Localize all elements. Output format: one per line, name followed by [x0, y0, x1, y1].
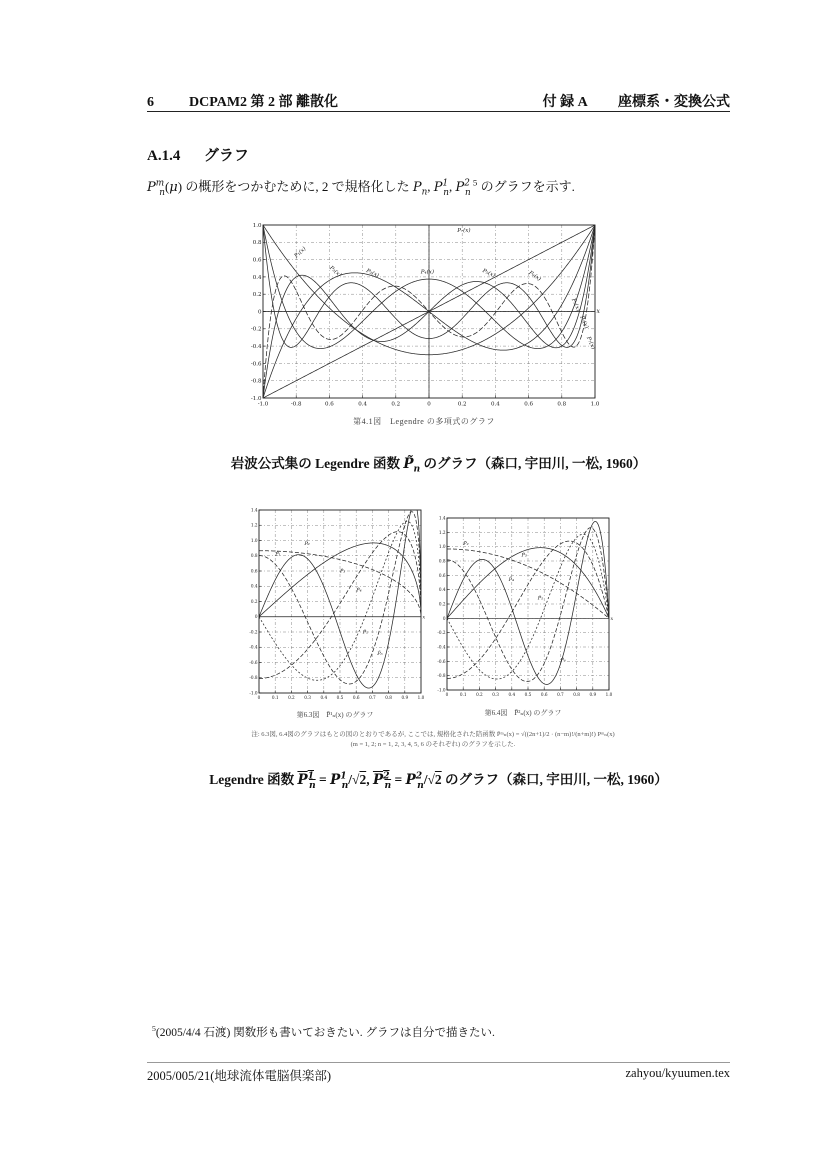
page-number: 6 [147, 95, 154, 110]
svg-text:1.0: 1.0 [250, 537, 258, 543]
svg-text:P̄₃: P̄₃ [521, 552, 527, 559]
svg-text:0.9: 0.9 [401, 695, 409, 701]
svg-text:0.3: 0.3 [492, 692, 499, 698]
svg-text:0.7: 0.7 [369, 695, 376, 701]
svg-text:-0.6: -0.6 [249, 659, 258, 665]
svg-text:0.1: 0.1 [271, 695, 279, 701]
svg-text:0: 0 [258, 309, 262, 316]
svg-text:P₇(x): P₇(x) [584, 335, 596, 351]
svg-text:0.3: 0.3 [304, 695, 311, 701]
svg-text:-0.6: -0.6 [437, 658, 446, 664]
svg-text:0.8: 0.8 [385, 695, 392, 701]
svg-text:P₅(x): P₅(x) [481, 268, 496, 280]
svg-text:-0.4: -0.4 [250, 344, 262, 351]
svg-text:0.2: 0.2 [438, 601, 446, 607]
svg-text:0.8: 0.8 [573, 692, 580, 698]
svg-text:0.8: 0.8 [557, 401, 567, 408]
svg-text:P̄₂: P̄₂ [463, 541, 469, 548]
svg-text:0: 0 [427, 401, 431, 408]
svg-text:-0.2: -0.2 [249, 629, 258, 635]
svg-text:-0.8: -0.8 [250, 378, 262, 385]
running-title-right: 座標系・変換公式 [618, 95, 730, 110]
svg-text:0.4: 0.4 [252, 274, 262, 281]
footnote: $^5$(2005/4/4 石渡) 関数形も書いておきたい. グラフは自分で描きたい. [152, 1024, 495, 1039]
svg-text:0.8: 0.8 [252, 240, 262, 247]
svg-text:x: x [610, 616, 614, 622]
svg-text:0.2: 0.2 [476, 692, 483, 698]
svg-text:0.6: 0.6 [325, 401, 334, 408]
svg-text:0.2: 0.2 [250, 598, 258, 604]
svg-text:P₄(x): P₄(x) [420, 269, 435, 276]
legendre-pn-chart [246, 222, 602, 412]
svg-text:0.4: 0.4 [358, 401, 367, 408]
svg-text:P̄₆: P̄₆ [560, 657, 566, 664]
svg-text:1.4: 1.4 [438, 515, 446, 521]
svg-text:P̄₃: P̄₃ [340, 568, 346, 575]
scanned-figure2-right-caption: 第6.4図 P̄²ₙ(x) のグラフ [484, 709, 562, 717]
figure2-bold-caption: Legendre 函数 $P^1_n = P^1_n/√2$, $P^2_n = P^2_n/√2$ のグラフ（森口, 宇田川, 一松, 1960） [209, 770, 668, 791]
svg-text:-1.0: -1.0 [257, 401, 269, 408]
scanned-figure1-caption: 第4.1図 Legendre の多項式のグラフ [353, 417, 495, 426]
svg-text:0.1: 0.1 [459, 692, 467, 698]
svg-text:-0.8: -0.8 [290, 401, 302, 408]
svg-text:-0.6: -0.6 [250, 361, 262, 368]
svg-text:0.6: 0.6 [250, 568, 258, 574]
svg-text:0.8: 0.8 [438, 558, 446, 564]
svg-text:x: x [422, 615, 426, 621]
svg-text:1.2: 1.2 [438, 529, 446, 535]
svg-text:P₂(x): P₂(x) [328, 265, 343, 279]
svg-text:-0.8: -0.8 [249, 675, 258, 681]
svg-text:-1.0: -1.0 [437, 687, 446, 693]
svg-text:P₃(x): P₃(x) [365, 268, 380, 280]
footer-date: 2005/005/21(地球流体電脳倶楽部) [147, 1069, 332, 1083]
svg-text:-1.0: -1.0 [249, 690, 258, 696]
svg-text:0.2: 0.2 [252, 292, 262, 299]
note-line-2: (m = 1, 2; n = 1, 2, 3, 4, 5, 6 のそれぞれ) のグラフを示した. [350, 740, 516, 748]
section-heading [147, 144, 249, 165]
svg-text:-0.4: -0.4 [249, 644, 258, 650]
svg-text:0.8: 0.8 [250, 553, 258, 559]
svg-text:1.2: 1.2 [250, 522, 258, 528]
svg-text:1.0: 1.0 [590, 401, 600, 408]
svg-text:1.0: 1.0 [252, 222, 262, 229]
legendre-pn2-chart [431, 514, 615, 702]
svg-text:P̄₆: P̄₆ [377, 650, 383, 657]
svg-text:P̄₄: P̄₄ [356, 587, 362, 594]
figure-legendre-polynomials [246, 222, 602, 434]
svg-text:0.6: 0.6 [252, 257, 262, 264]
svg-text:P₆(x): P₆(x) [527, 270, 542, 283]
svg-text:1.0: 1.0 [605, 692, 613, 698]
svg-text:0.2: 0.2 [457, 401, 467, 408]
svg-text:0.7: 0.7 [557, 692, 564, 698]
svg-text:P̄₅: P̄₅ [537, 595, 544, 602]
footer-rule [147, 1062, 730, 1063]
svg-text:P₇(x): P₇(x) [457, 227, 471, 234]
svg-text:0.9: 0.9 [589, 692, 597, 698]
svg-text:0: 0 [445, 692, 449, 698]
svg-text:-0.4: -0.4 [437, 644, 446, 650]
legendre-pn1-chart [244, 506, 426, 706]
svg-text:0.4: 0.4 [250, 583, 258, 589]
svg-text:0.6: 0.6 [524, 401, 533, 408]
svg-text:P̄₁: P̄₁ [275, 551, 281, 558]
section-title: グラフ [203, 148, 249, 164]
svg-text:0.6: 0.6 [540, 692, 548, 698]
footer-filename: zahyou/kyuumen.tex [625, 1066, 730, 1080]
svg-text:x: x [596, 308, 600, 315]
appendix-label: 付 録 A [542, 95, 587, 110]
svg-text:0.2: 0.2 [391, 401, 401, 408]
svg-text:P₁(x): P₁(x) [293, 246, 308, 260]
svg-text:-1.0: -1.0 [250, 395, 262, 402]
note-line-1: 注: 6.3図, 6.4図のグラフはもとの図のとおりであるが, ここでは, 規格化された陪函数 P̄ᵐₙ(x) = √((2n+1)/2 · (n−m)!/(n+m)!) Pᵐₙ(x) [251, 731, 615, 738]
svg-text:1.4: 1.4 [250, 507, 258, 513]
figure-associated-legendre [244, 500, 622, 762]
svg-text:0.6: 0.6 [438, 572, 446, 578]
svg-text:1.0: 1.0 [417, 695, 425, 701]
svg-text:-0.2: -0.2 [250, 326, 262, 333]
figure1-bold-caption: 岩波公式集の Legendre 函数 $P̃_n$ のグラフ（森口, 宇田川, 一松, 1960） [230, 456, 647, 475]
svg-text:0.4: 0.4 [491, 401, 500, 408]
header-right [543, 91, 730, 111]
svg-text:-0.2: -0.2 [437, 630, 446, 636]
section-number: A.1.4 [147, 148, 181, 164]
body-paragraph: $P^m_n(\mu)$ の概形をつかむために, 2 で規格化した $P_n$, $P^1_n$, $P^2_n$ $^5$ のグラフを示す. [147, 177, 575, 198]
svg-text:0.5: 0.5 [524, 692, 532, 698]
header-rule [147, 111, 730, 112]
svg-text:0.5: 0.5 [336, 695, 344, 701]
svg-text:0.4: 0.4 [320, 695, 328, 701]
svg-text:P₅(x): P₅(x) [569, 297, 582, 313]
svg-text:0.4: 0.4 [508, 692, 516, 698]
svg-text:0.2: 0.2 [288, 695, 295, 701]
scanned-figure2-note [238, 730, 628, 750]
svg-text:-0.8: -0.8 [437, 673, 446, 679]
svg-text:0: 0 [254, 614, 258, 620]
svg-text:P̄₄: P̄₄ [508, 577, 514, 584]
svg-text:P̄₂: P̄₂ [304, 541, 310, 548]
svg-text:P̄₅: P̄₅ [362, 629, 369, 636]
scanned-figure2-left-caption: 第6.3図 P̄¹ₙ(x) のグラフ [296, 711, 374, 719]
running-title-left: DCPAM2 第 2 部 離散化 [189, 95, 339, 110]
svg-text:0: 0 [257, 695, 261, 701]
svg-text:0.6: 0.6 [352, 695, 360, 701]
svg-text:1.0: 1.0 [438, 544, 446, 550]
svg-text:P₆(x): P₆(x) [578, 315, 590, 330]
svg-text:0.4: 0.4 [438, 587, 446, 593]
header-left [147, 91, 338, 111]
svg-text:0: 0 [442, 615, 446, 621]
